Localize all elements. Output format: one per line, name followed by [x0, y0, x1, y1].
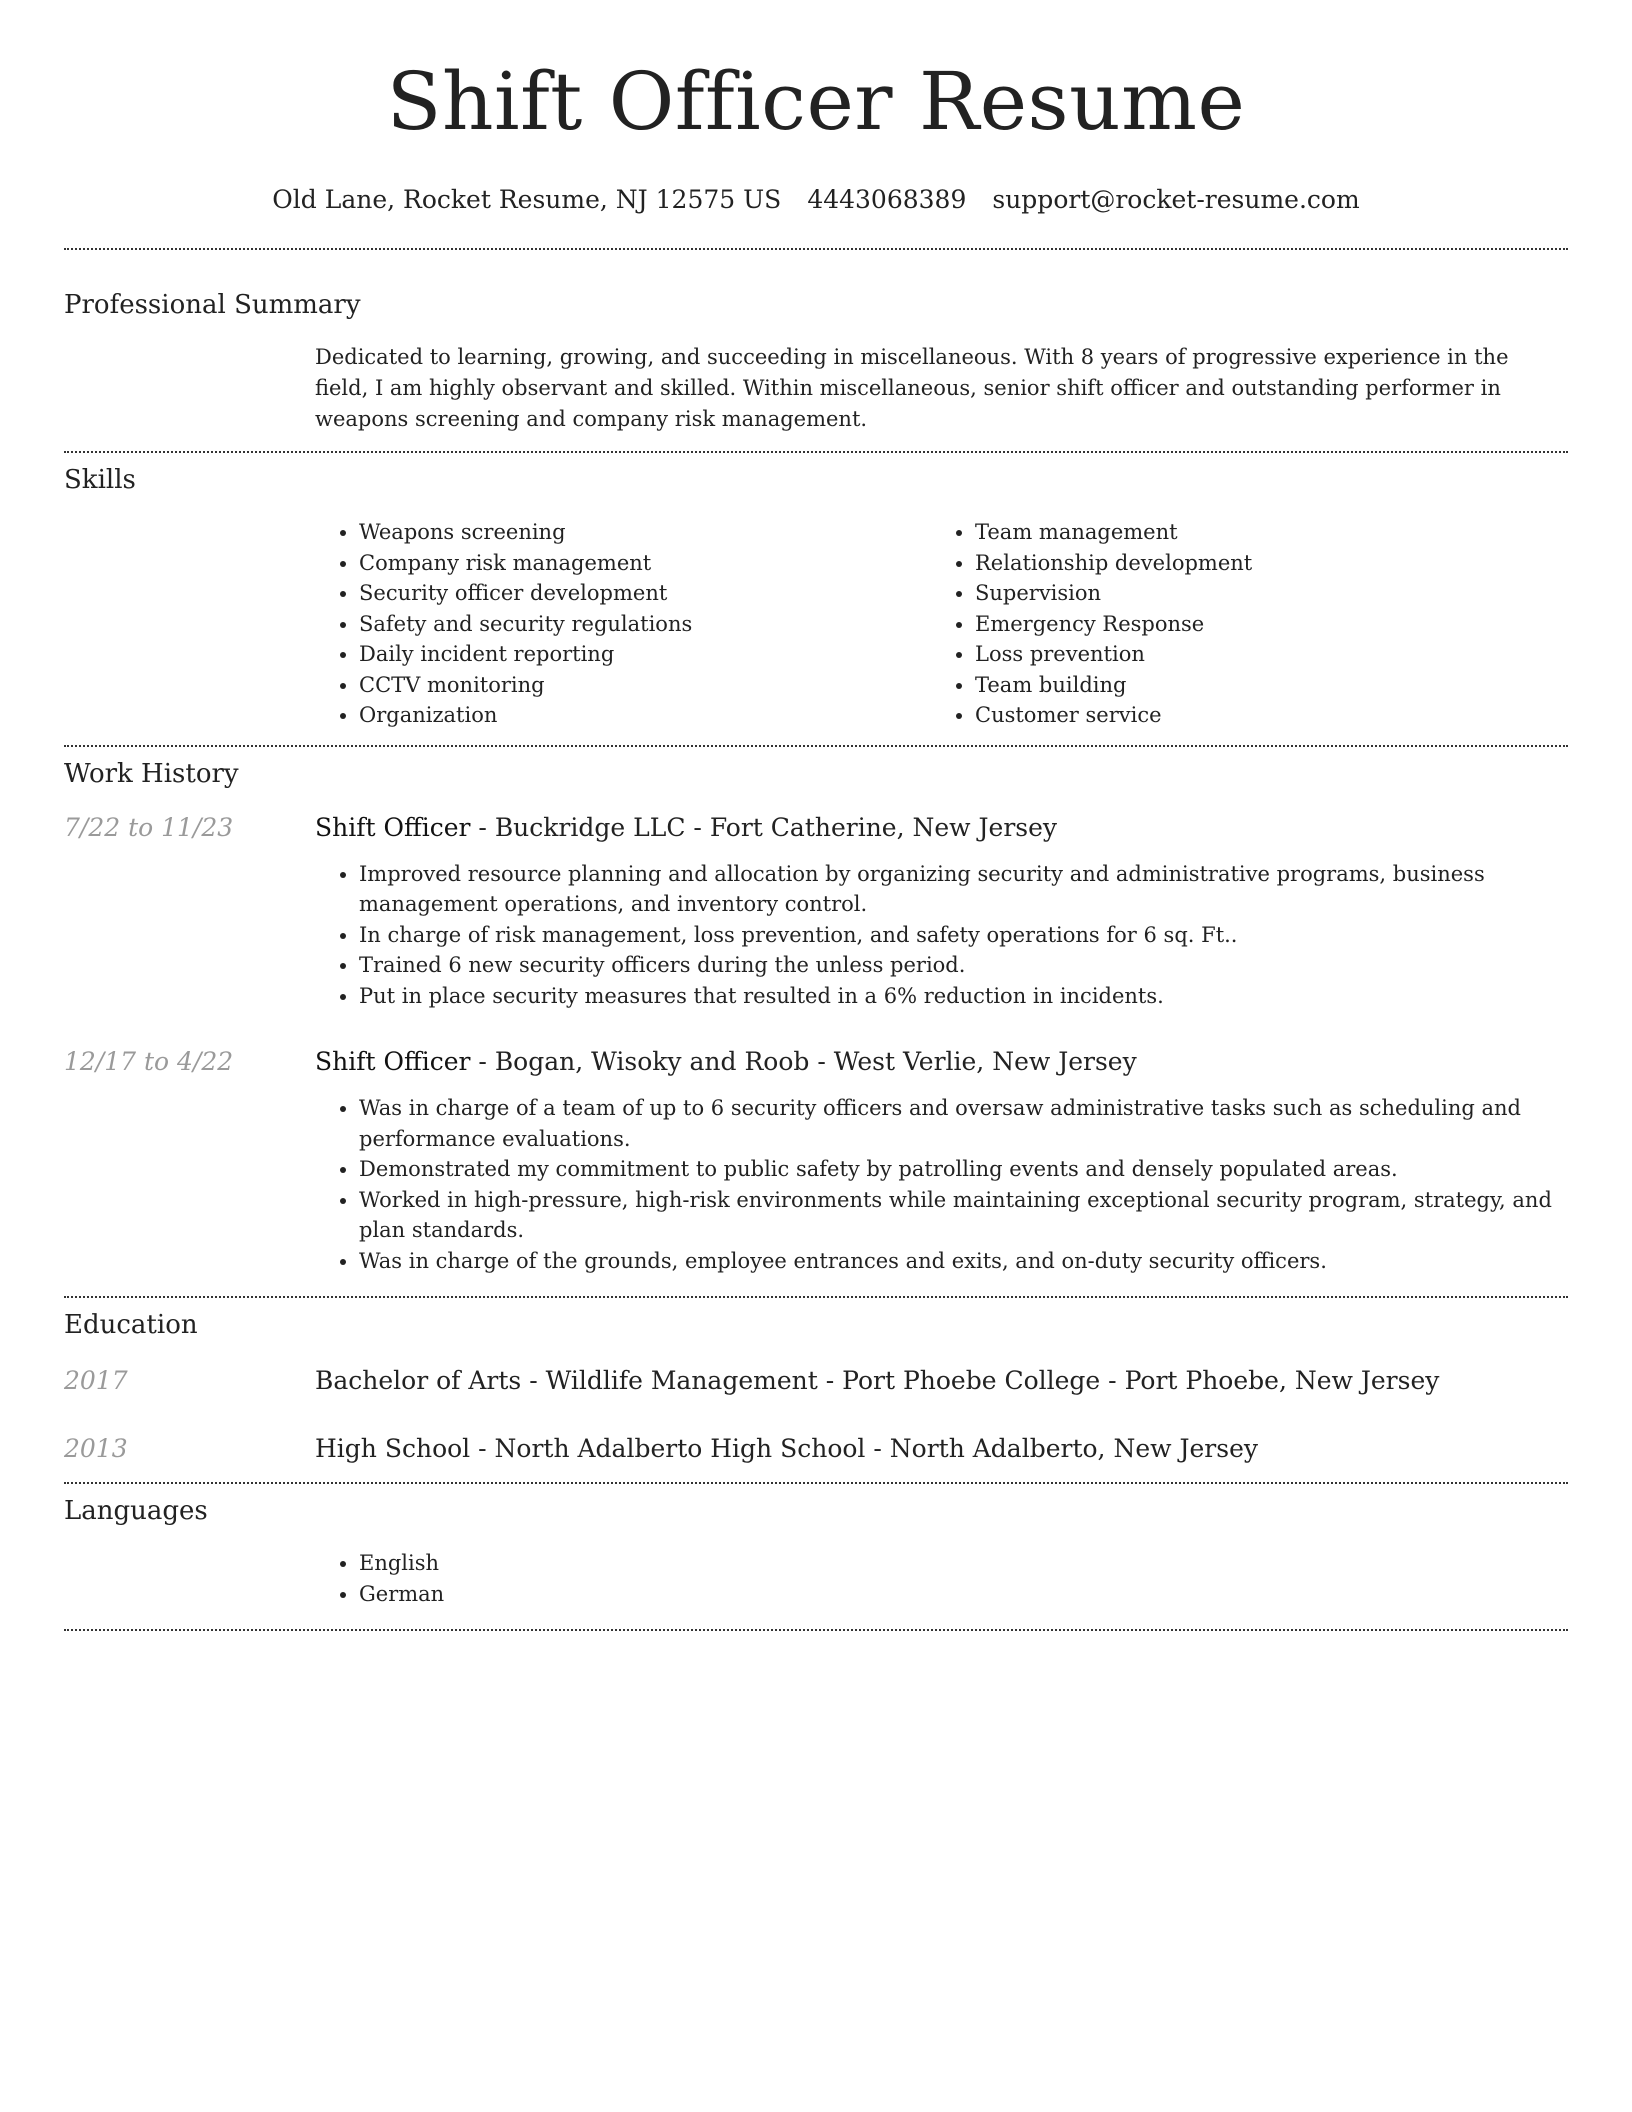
skill-item: • Customer service: [975, 700, 1547, 731]
education-year: 2013: [64, 1434, 128, 1463]
education-details: High School - North Adalberto High School - North Adalberto, New Jersey: [315, 1434, 1258, 1463]
contact-line: [64, 184, 1568, 216]
divider: [64, 248, 1568, 250]
job-location: West Verlie, New Jersey: [833, 1047, 1137, 1076]
job-bullet: • Put in place security measures that resulted in a 6% reduction in incidents.: [359, 981, 1568, 1012]
work-section: [64, 757, 1568, 1277]
job-bullet: • Was in charge of a team of up to 6 security officers and oversaw administrative tasks such as scheduling and performance evaluations.: [359, 1093, 1568, 1154]
job-dates: 7/22 to 11/23: [64, 812, 234, 842]
education-year: 2017: [64, 1366, 128, 1395]
summary-section: [64, 288, 1568, 435]
skill-item: • Daily incident reporting: [359, 639, 931, 670]
job-bullet: • Worked in high-pressure, high-risk environments while maintaining exceptional security program, strategy, and plan standards.: [359, 1185, 1568, 1246]
job-bullets: [315, 859, 1568, 1012]
divider: [64, 1629, 1568, 1631]
language-item: • German: [359, 1579, 1568, 1610]
skills-list: [315, 517, 1568, 731]
skills-column-right: [931, 517, 1547, 731]
job-bullet: • Demonstrated my commitment to public safety by patrolling events and densely populated areas.: [359, 1154, 1568, 1185]
education-section: [64, 1308, 1568, 1466]
contact-email: support@rocket-resume.com: [992, 185, 1360, 214]
job-header: Shift Officer - Buckridge LLC - Fort Catherine, New Jersey: [315, 812, 1058, 842]
languages-section: [64, 1494, 1568, 1609]
skill-item: • CCTV monitoring: [359, 670, 931, 701]
education-heading: Education: [64, 1310, 198, 1340]
job-bullet: • In charge of risk management, loss prevention, and safety operations for 6 sq. Ft..: [359, 920, 1568, 951]
skill-item: • Organization: [359, 700, 931, 731]
skill-item: • Emergency Response: [975, 609, 1547, 640]
education-school: North Adalberto High School: [494, 1434, 866, 1463]
job-location: Fort Catherine, New Jersey: [709, 812, 1058, 842]
contact-phone: 4443068389: [807, 185, 967, 214]
languages-heading: Languages: [64, 1496, 208, 1526]
skill-item: • Company risk management: [359, 548, 931, 579]
job-title: Shift Officer: [315, 812, 471, 842]
languages-list: [315, 1548, 1568, 1609]
divider: [64, 1296, 1568, 1298]
job-bullet: • Was in charge of the grounds, employee entrances and exits, and on-duty security officers.: [359, 1246, 1568, 1277]
skill-item: • Supervision: [975, 578, 1547, 609]
contact-address: Old Lane, Rocket Resume, NJ 12575 US: [272, 185, 782, 214]
job-company: Bogan, Wisoky and Roob: [494, 1047, 810, 1076]
job-bullet: • Improved resource planning and allocation by organizing security and administrative programs, business management operations, and inventory control.: [359, 859, 1568, 920]
divider: [64, 1482, 1568, 1484]
education-school: Port Phoebe College: [842, 1366, 1101, 1395]
summary-text: Dedicated to learning, growing, and succeeding in miscellaneous. With 8 years of progressive experience in the field, I am highly observant and skilled. Within miscellaneous, senior shift officer and outstanding performer in weapons screening and company risk management.: [315, 345, 1509, 431]
skills-section: [64, 463, 1568, 731]
education-degree: Bachelor of Arts - Wildlife Management: [315, 1366, 818, 1395]
job-header: Shift Officer - Bogan, Wisoky and Roob - West Verlie, New Jersey: [315, 1047, 1137, 1076]
skills-heading: Skills: [64, 465, 136, 495]
education-location: North Adalberto, New Jersey: [889, 1434, 1258, 1463]
job-bullets: [315, 1093, 1568, 1276]
skill-item: • Loss prevention: [975, 639, 1547, 670]
skill-item: • Relationship development: [975, 548, 1547, 579]
divider: [64, 451, 1568, 453]
resume-title: Shift Officer Resume: [386, 55, 1246, 148]
work-heading: Work History: [64, 758, 239, 789]
job-entry: [64, 1045, 1568, 1276]
job-bullet: • Trained 6 new security officers during the unless period.: [359, 950, 1568, 981]
divider: [64, 745, 1568, 747]
language-item: • English: [359, 1548, 1568, 1579]
job-title: Shift Officer: [315, 1047, 471, 1076]
job-entry: [64, 811, 1568, 1012]
resume-page: [64, 0, 1568, 1631]
skill-item: • Team management: [975, 517, 1547, 548]
job-dates: 12/17 to 4/22: [64, 1047, 234, 1076]
skill-item: • Team building: [975, 670, 1547, 701]
education-location: Port Phoebe, New Jersey: [1124, 1366, 1440, 1395]
job-company: Buckridge LLC: [494, 812, 686, 842]
skill-item: • Weapons screening: [359, 517, 931, 548]
skill-item: • Security officer development: [359, 578, 931, 609]
education-degree: High School: [315, 1434, 471, 1463]
education-entry: [64, 1432, 1568, 1466]
education-entry: [64, 1364, 1568, 1398]
skills-column-left: [315, 517, 931, 731]
education-details: Bachelor of Arts - Wildlife Management - Port Phoebe College - Port Phoebe, New Jersey: [315, 1366, 1440, 1395]
summary-heading: Professional Summary: [64, 290, 361, 320]
skill-item: • Safety and security regulations: [359, 609, 931, 640]
